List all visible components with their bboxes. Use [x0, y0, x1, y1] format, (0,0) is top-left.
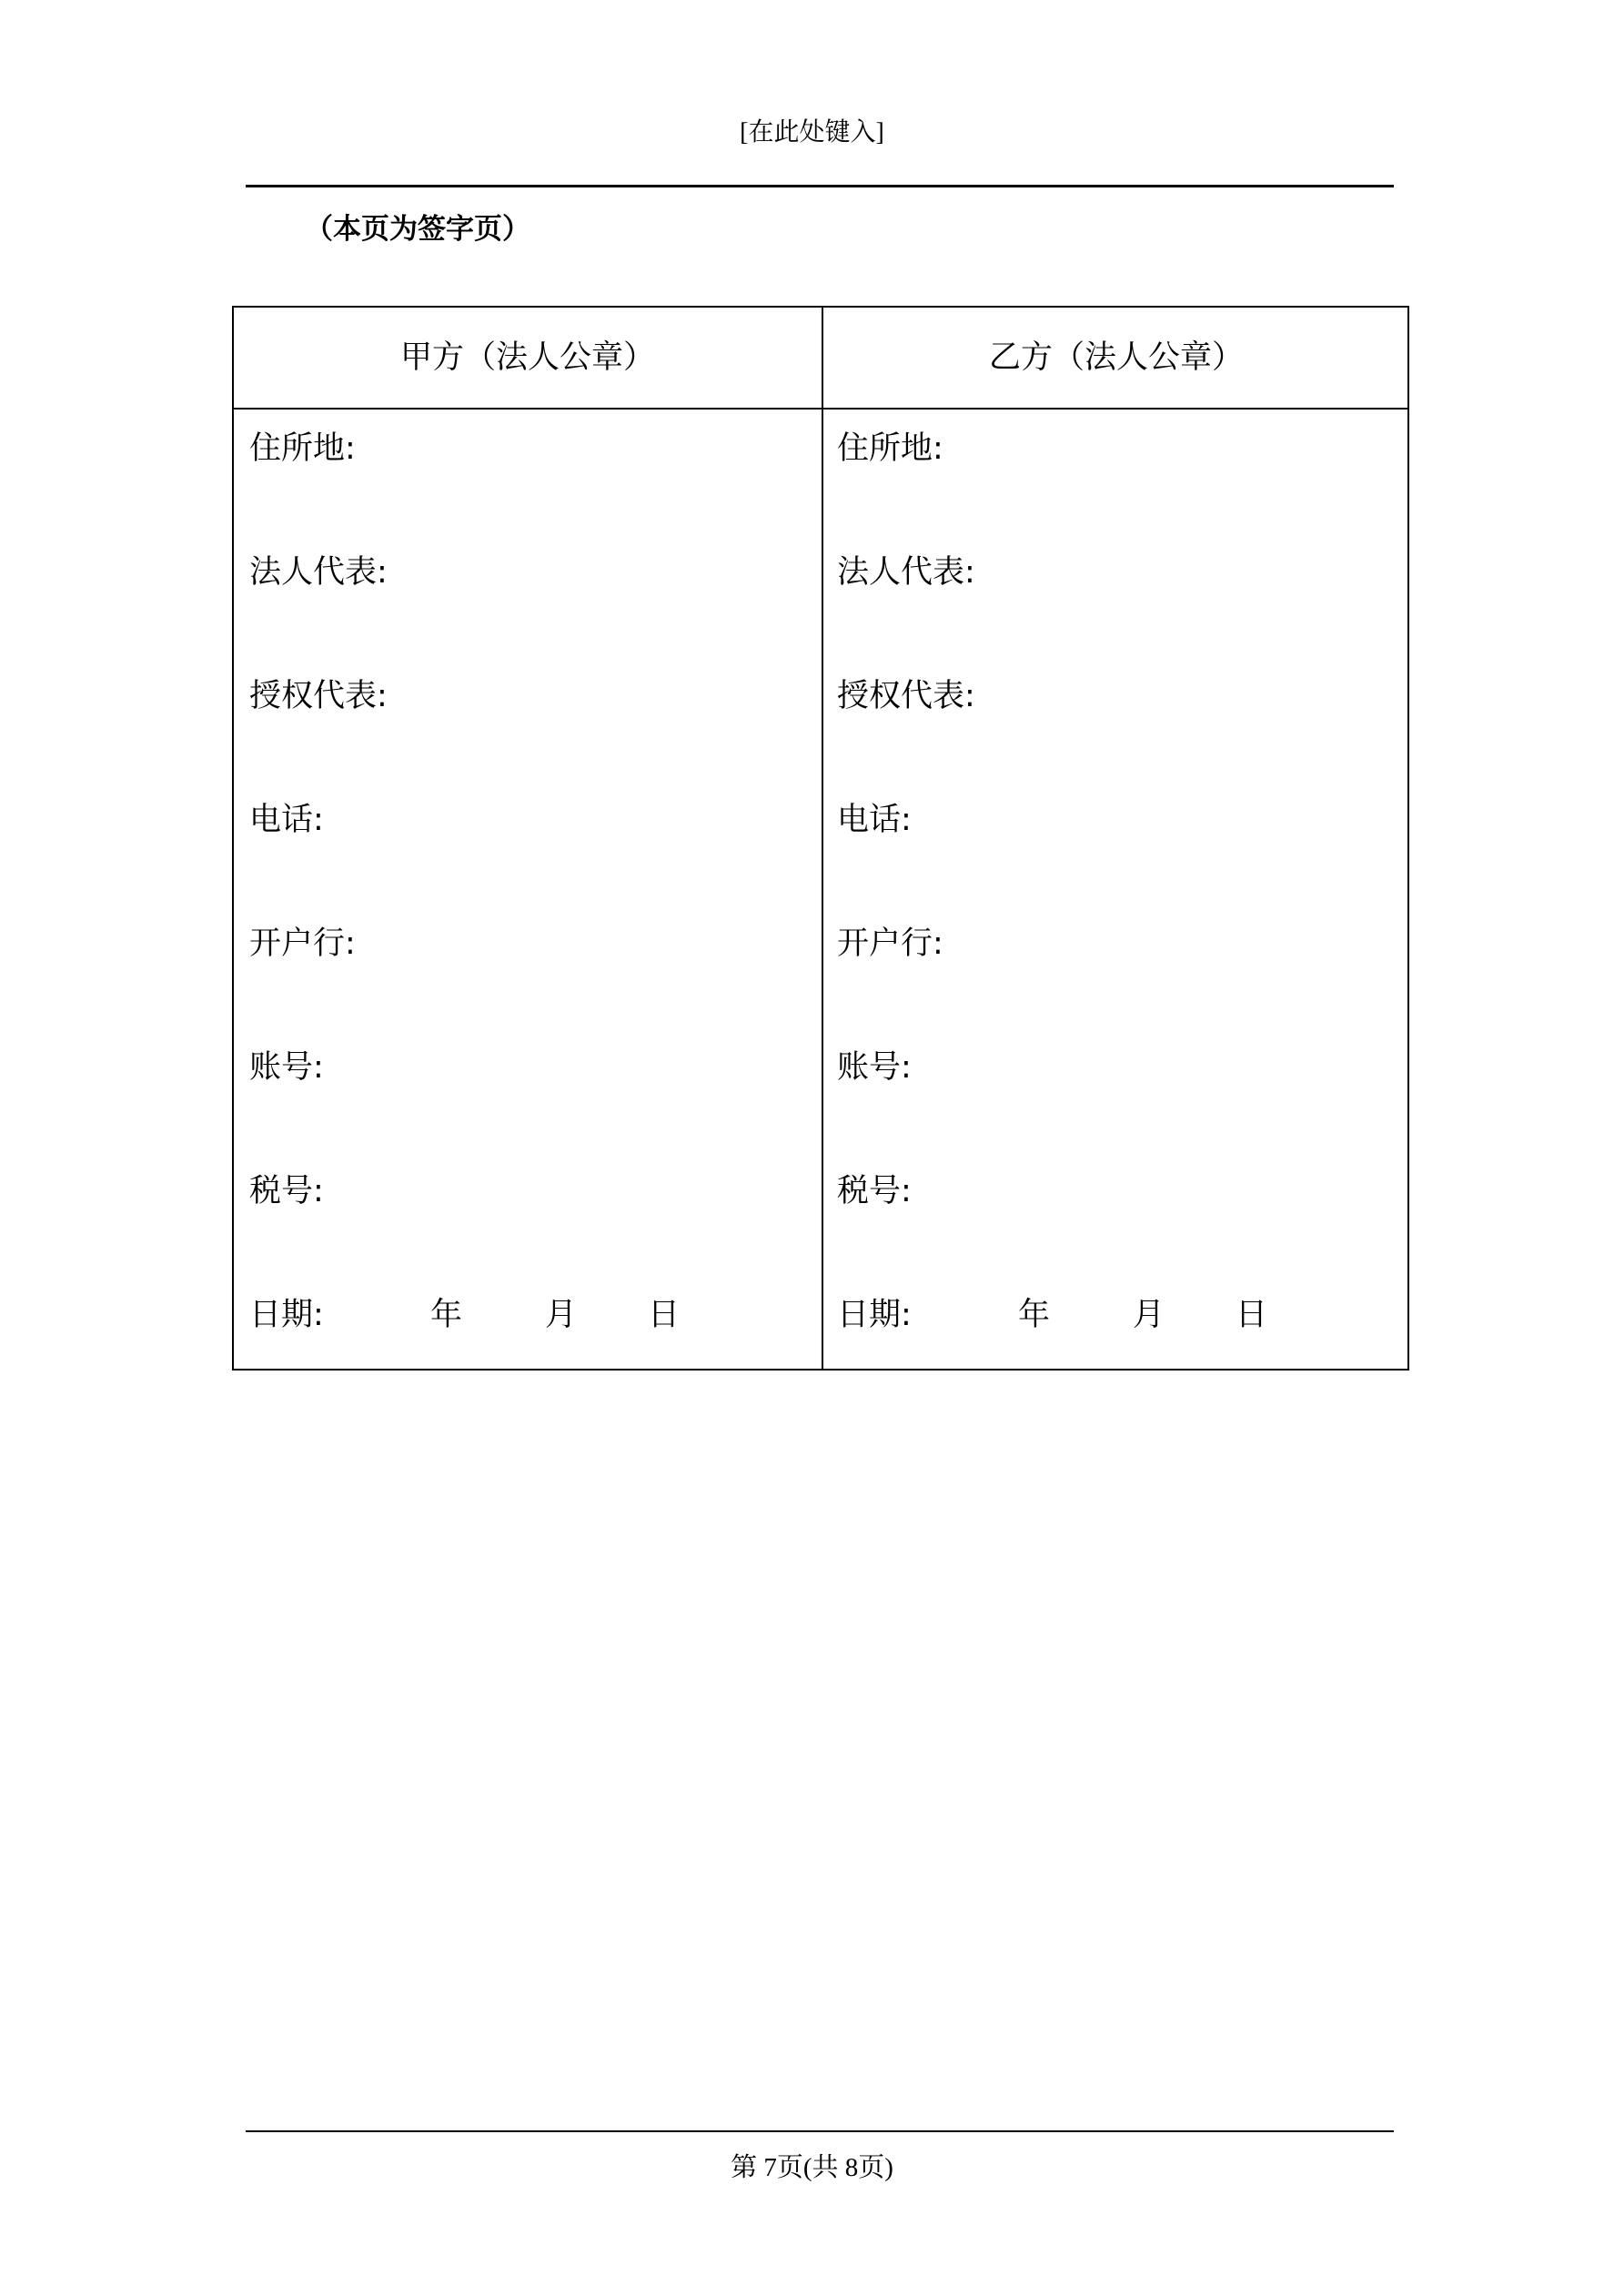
party-a-tax-id-field[interactable]: 税号:: [249, 1173, 324, 1209]
party-b-account-field[interactable]: 账号:: [837, 1049, 912, 1086]
footer-rule: [246, 2130, 1394, 2132]
party-b-tax-id-field[interactable]: 税号:: [837, 1173, 912, 1209]
party-a-year-label: 年: [430, 1297, 463, 1333]
party-b-authorized-rep-field[interactable]: 授权代表:: [837, 678, 975, 714]
party-b-address-field[interactable]: 住所地:: [837, 430, 943, 467]
page-header[interactable]: [在此处键入]: [740, 118, 884, 147]
party-b-bank-field[interactable]: 开户行:: [837, 925, 943, 962]
party-b-phone-field[interactable]: 电话:: [837, 802, 912, 838]
party-b-heading: 乙方（法人公章）: [988, 339, 1244, 376]
heading-divider: [234, 408, 1407, 410]
party-a-account-field[interactable]: 账号:: [249, 1049, 324, 1086]
party-a-date-label[interactable]: 日期:: [249, 1297, 324, 1333]
header-rule: [246, 185, 1394, 187]
party-b-year-label: 年: [1018, 1297, 1051, 1333]
party-b-legal-rep-field[interactable]: 法人代表:: [837, 554, 975, 591]
party-b-date-label[interactable]: 日期:: [837, 1297, 912, 1333]
party-a-bank-field[interactable]: 开户行:: [249, 925, 356, 962]
signature-table: [232, 306, 1409, 1371]
signature-page-note: （本页为签字页）: [305, 213, 530, 246]
column-divider: [822, 308, 823, 1369]
party-a-phone-field[interactable]: 电话:: [249, 802, 324, 838]
party-a-month-label: 月: [545, 1297, 578, 1333]
party-b-month-label: 月: [1133, 1297, 1165, 1333]
party-a-day-label: 日: [648, 1297, 681, 1333]
page-number: 第 7页(共 8页): [731, 2153, 893, 2182]
party-a-heading: 甲方（法人公章）: [399, 339, 655, 376]
party-a-legal-rep-field[interactable]: 法人代表:: [249, 554, 388, 591]
party-b-day-label: 日: [1236, 1297, 1268, 1333]
party-a-authorized-rep-field[interactable]: 授权代表:: [249, 678, 388, 714]
party-a-address-field[interactable]: 住所地:: [249, 430, 356, 467]
